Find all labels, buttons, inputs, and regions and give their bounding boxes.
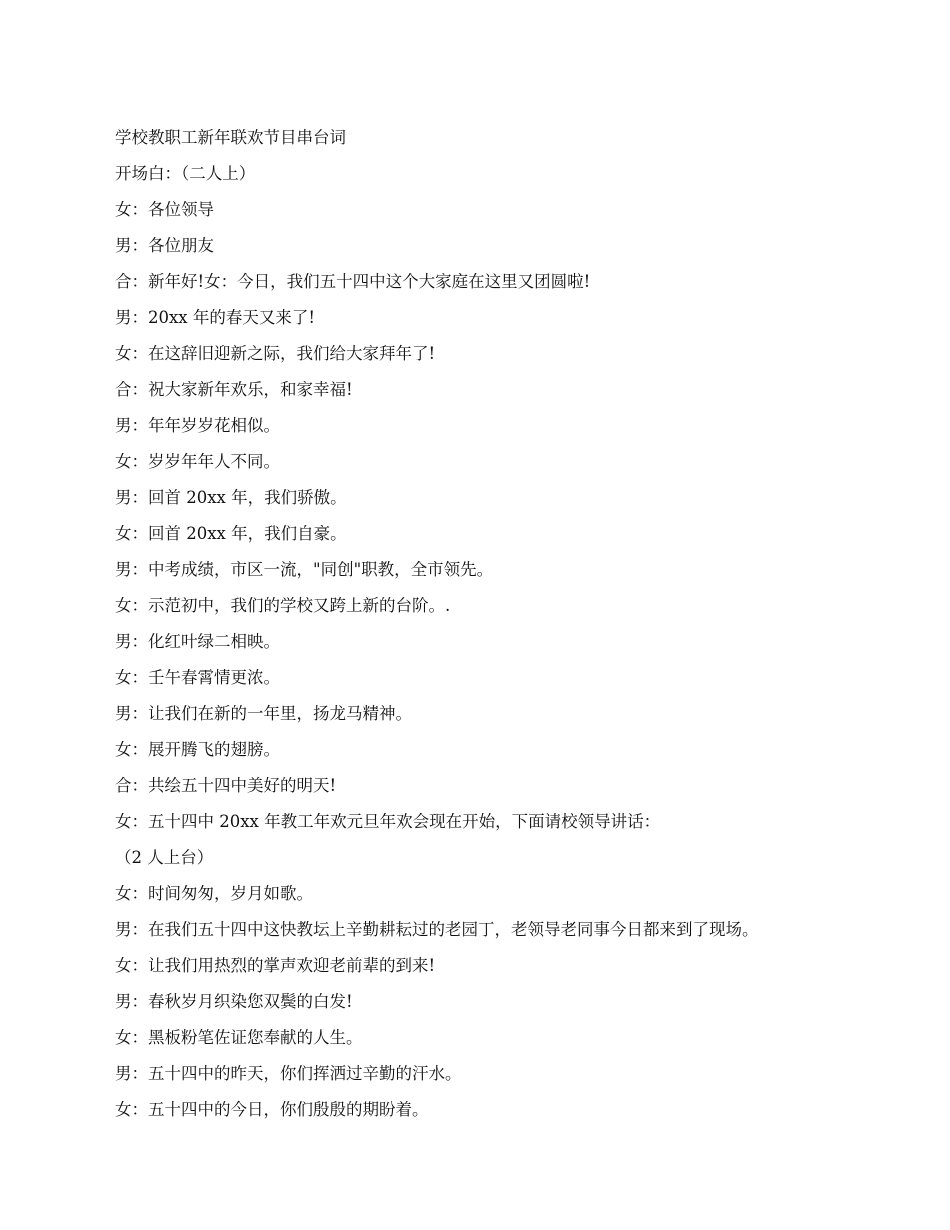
document-body — [115, 124, 915, 1132]
text-line: 男：化红叶绿二相映。 — [115, 632, 280, 651]
text-line: 男：各位朋友 — [115, 236, 214, 255]
text-line: 女：示范初中，我们的学校又跨上新的台阶。. — [115, 596, 451, 615]
text-line: 男：回首 20xx 年，我们骄傲。 — [115, 488, 347, 507]
text-line: 合：共绘五十四中美好的明天! — [115, 776, 337, 795]
text-line: 女：展开腾飞的翅膀。 — [115, 740, 280, 759]
text-line: 男：春秋岁月织染您双鬓的白发! — [115, 992, 353, 1011]
text-line: 女：五十四中的今日，你们殷殷的期盼着。 — [115, 1100, 429, 1119]
text-line: 女：黑板粉笔佐证您奉献的人生。 — [115, 1028, 363, 1047]
text-line: 男：20xx 年的春天又来了! — [115, 308, 315, 327]
text-line: 女：岁岁年年人不同。 — [115, 452, 280, 471]
text-line: 女：五十四中 20xx 年教工年欢元旦年欢会现在开始，下面请校领导讲话： — [115, 812, 661, 831]
text-line: 开场白：（二人上） — [115, 164, 256, 183]
text-line: 合：祝大家新年欢乐，和家幸福! — [115, 380, 353, 399]
text-line: 男：五十四中的昨天，你们挥洒过辛勤的汗水。 — [115, 1064, 462, 1083]
text-line: 男：年年岁岁花相似。 — [115, 416, 280, 435]
text-line: 合：新年好!女：今日，我们五十四中这个大家庭在这里又团圆啦! — [115, 272, 591, 291]
text-line: 女：时间匆匆，岁月如歌。 — [115, 884, 313, 903]
text-line: 女：壬午春霄情更浓。 — [115, 668, 280, 687]
text-line: 男：让我们在新的一年里，扬龙马精神。 — [115, 704, 412, 723]
text-line: 女：各位领导 — [115, 200, 214, 219]
text-line: 男：在我们五十四中这快教坛上辛勤耕耘过的老园丁，老领导老同事今日都来到了现场。 — [115, 920, 759, 939]
text-line: 女：在这辞旧迎新之际，我们给大家拜年了! — [115, 344, 436, 363]
text-line: 男：中考成绩，市区一流，"同创"职教，全市领先。 — [115, 560, 494, 579]
text-line: 女：让我们用热烈的掌声欢迎老前辈的到来! — [115, 956, 436, 975]
text-line: 女：回首 20xx 年，我们自豪。 — [115, 524, 347, 543]
document-title: 学校教职工新年联欢节目串台词 — [115, 128, 346, 147]
text-line: （2 人上台） — [115, 848, 214, 867]
